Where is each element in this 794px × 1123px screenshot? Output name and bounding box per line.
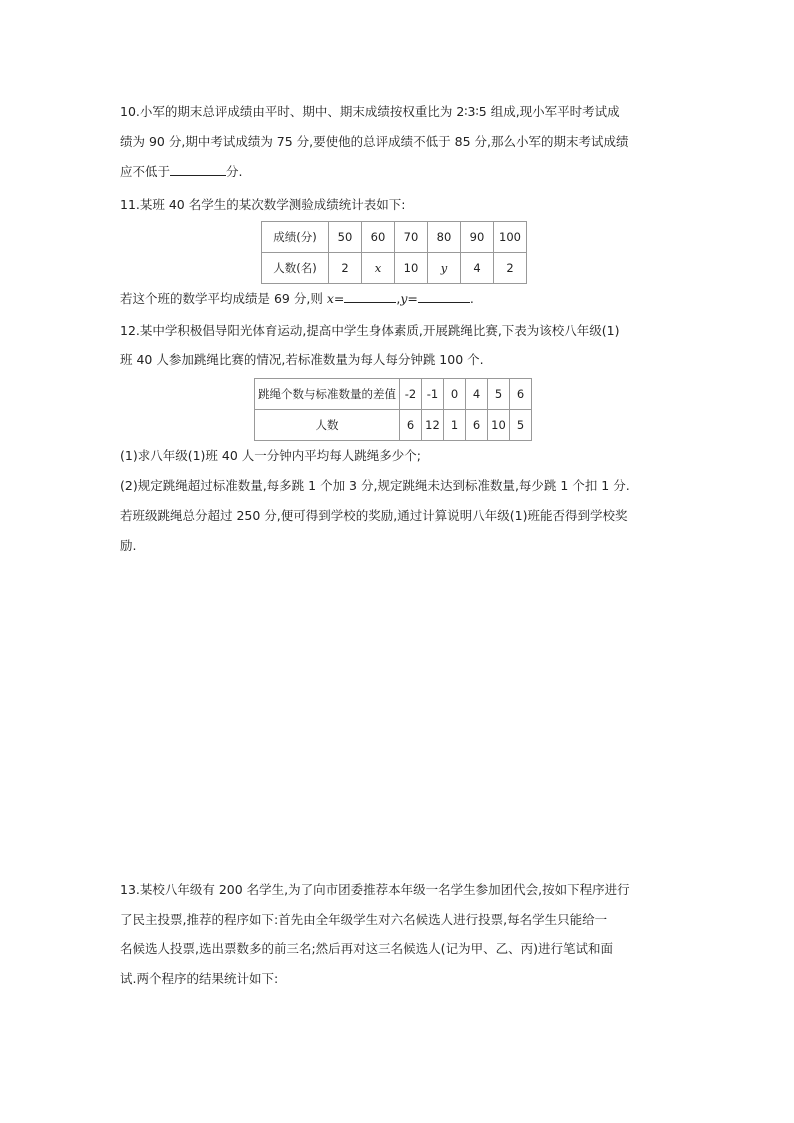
variable-x: x: [374, 261, 382, 275]
variable-x: x: [326, 291, 334, 306]
table-cell: 70: [395, 222, 428, 253]
q13-line-3: 名候选人投票,选出票数多的前三名;然后再对这三名候选人(记为甲、乙、丙)进行笔试和面: [120, 941, 613, 956]
table-cell: 5: [510, 410, 532, 441]
table-header-cell: 人数: [255, 410, 400, 441]
answer-blank-x[interactable]: [344, 291, 396, 303]
table-row: [262, 253, 527, 284]
table-row: [255, 410, 532, 441]
table-cell: 2: [494, 253, 527, 284]
period: .: [469, 291, 474, 306]
variable-y: y: [400, 291, 408, 306]
comma: ,: [396, 291, 401, 306]
q12-jump-rope-table: [254, 378, 532, 441]
q12-line-2: 班 40 人参加跳绳比赛的情况,若标准数量为每人每分钟跳 100 个.: [120, 352, 484, 367]
table-cell: 10: [395, 253, 428, 284]
q10-line-3: [120, 164, 243, 180]
q11-score-table: [261, 221, 527, 284]
q10-line-2: 绩为 90 分,期中考试成绩为 75 分,要使他的总评成绩不低于 85 分,那么小军的期末考试成绩: [120, 134, 629, 149]
table-cell: 80: [428, 222, 461, 253]
table-cell: 90: [461, 222, 494, 253]
table-header-cell: 跳绳个数与标准数量的差值: [255, 379, 400, 410]
q13-line-1: 13.某校八年级有 200 名学生,为了向市团委推荐本年级一名学生参加团代会,按如下程序进行: [120, 882, 630, 897]
table-cell: 10: [488, 410, 510, 441]
q12-part-2-line-2: 若班级跳绳总分超过 250 分,便可得到学校的奖励,通过计算说明八年级(1)班能否得到学校奖: [120, 508, 628, 523]
equals-sign: =: [333, 291, 345, 306]
q10-line-3-prefix: 应不低于: [120, 164, 171, 179]
table-row: [255, 379, 532, 410]
table-cell: 2: [329, 253, 362, 284]
table-cell: -2: [400, 379, 422, 410]
table-cell: 12: [422, 410, 444, 441]
q12-line-1: 12.某中学积极倡导阳光体育运动,提高中学生身体素质,开展跳绳比赛,下表为该校八年级(1): [120, 323, 620, 338]
table-cell: 6: [466, 410, 488, 441]
table-cell: 6: [400, 410, 422, 441]
table-cell: -1: [422, 379, 444, 410]
q12-part-1: (1)求八年级(1)班 40 人一分钟内平均每人跳绳多少个;: [120, 448, 421, 463]
table-header-cell: 人数(名): [262, 253, 329, 284]
table-row: [262, 222, 527, 253]
table-header-cell: 成绩(分): [262, 222, 329, 253]
q11-line-1: 11.某班 40 名学生的某次数学测验成绩统计表如下:: [120, 197, 406, 212]
q12-part-2-line-3: 励.: [120, 538, 137, 553]
q11-answer-line: [120, 291, 474, 307]
table-cell: 4: [461, 253, 494, 284]
q10-line-3-suffix: 分.: [226, 164, 243, 179]
equals-sign: =: [407, 291, 418, 306]
q13-line-4: 试.两个程序的结果统计如下:: [120, 971, 279, 986]
table-cell: 0: [444, 379, 466, 410]
table-cell: 6: [510, 379, 532, 410]
q11-answer-prefix: 若这个班的数学平均成绩是 69 分,则: [120, 291, 327, 306]
table-cell: [428, 253, 461, 284]
table-cell: [362, 253, 395, 284]
table-cell: 50: [329, 222, 362, 253]
q10-line-1: 10.小军的期末总评成绩由平时、期中、期末成绩按权重比为 2∶3∶5 组成,现小军平时考试成: [120, 104, 620, 119]
table-cell: 4: [466, 379, 488, 410]
table-cell: 60: [362, 222, 395, 253]
table-cell: 5: [488, 379, 510, 410]
q12-part-2-line-1: (2)规定跳绳超过标准数量,每多跳 1 个加 3 分,规定跳绳未达到标准数量,每少跳 1 个扣 1 分.: [120, 478, 630, 493]
table-cell: 1: [444, 410, 466, 441]
answer-blank[interactable]: [170, 164, 226, 176]
answer-blank-y[interactable]: [418, 291, 470, 303]
table-cell: 100: [494, 222, 527, 253]
variable-y: y: [440, 261, 448, 275]
q13-line-2: 了民主投票,推荐的程序如下:首先由全年级学生对六名候选人进行投票,每名学生只能给一: [120, 912, 608, 927]
